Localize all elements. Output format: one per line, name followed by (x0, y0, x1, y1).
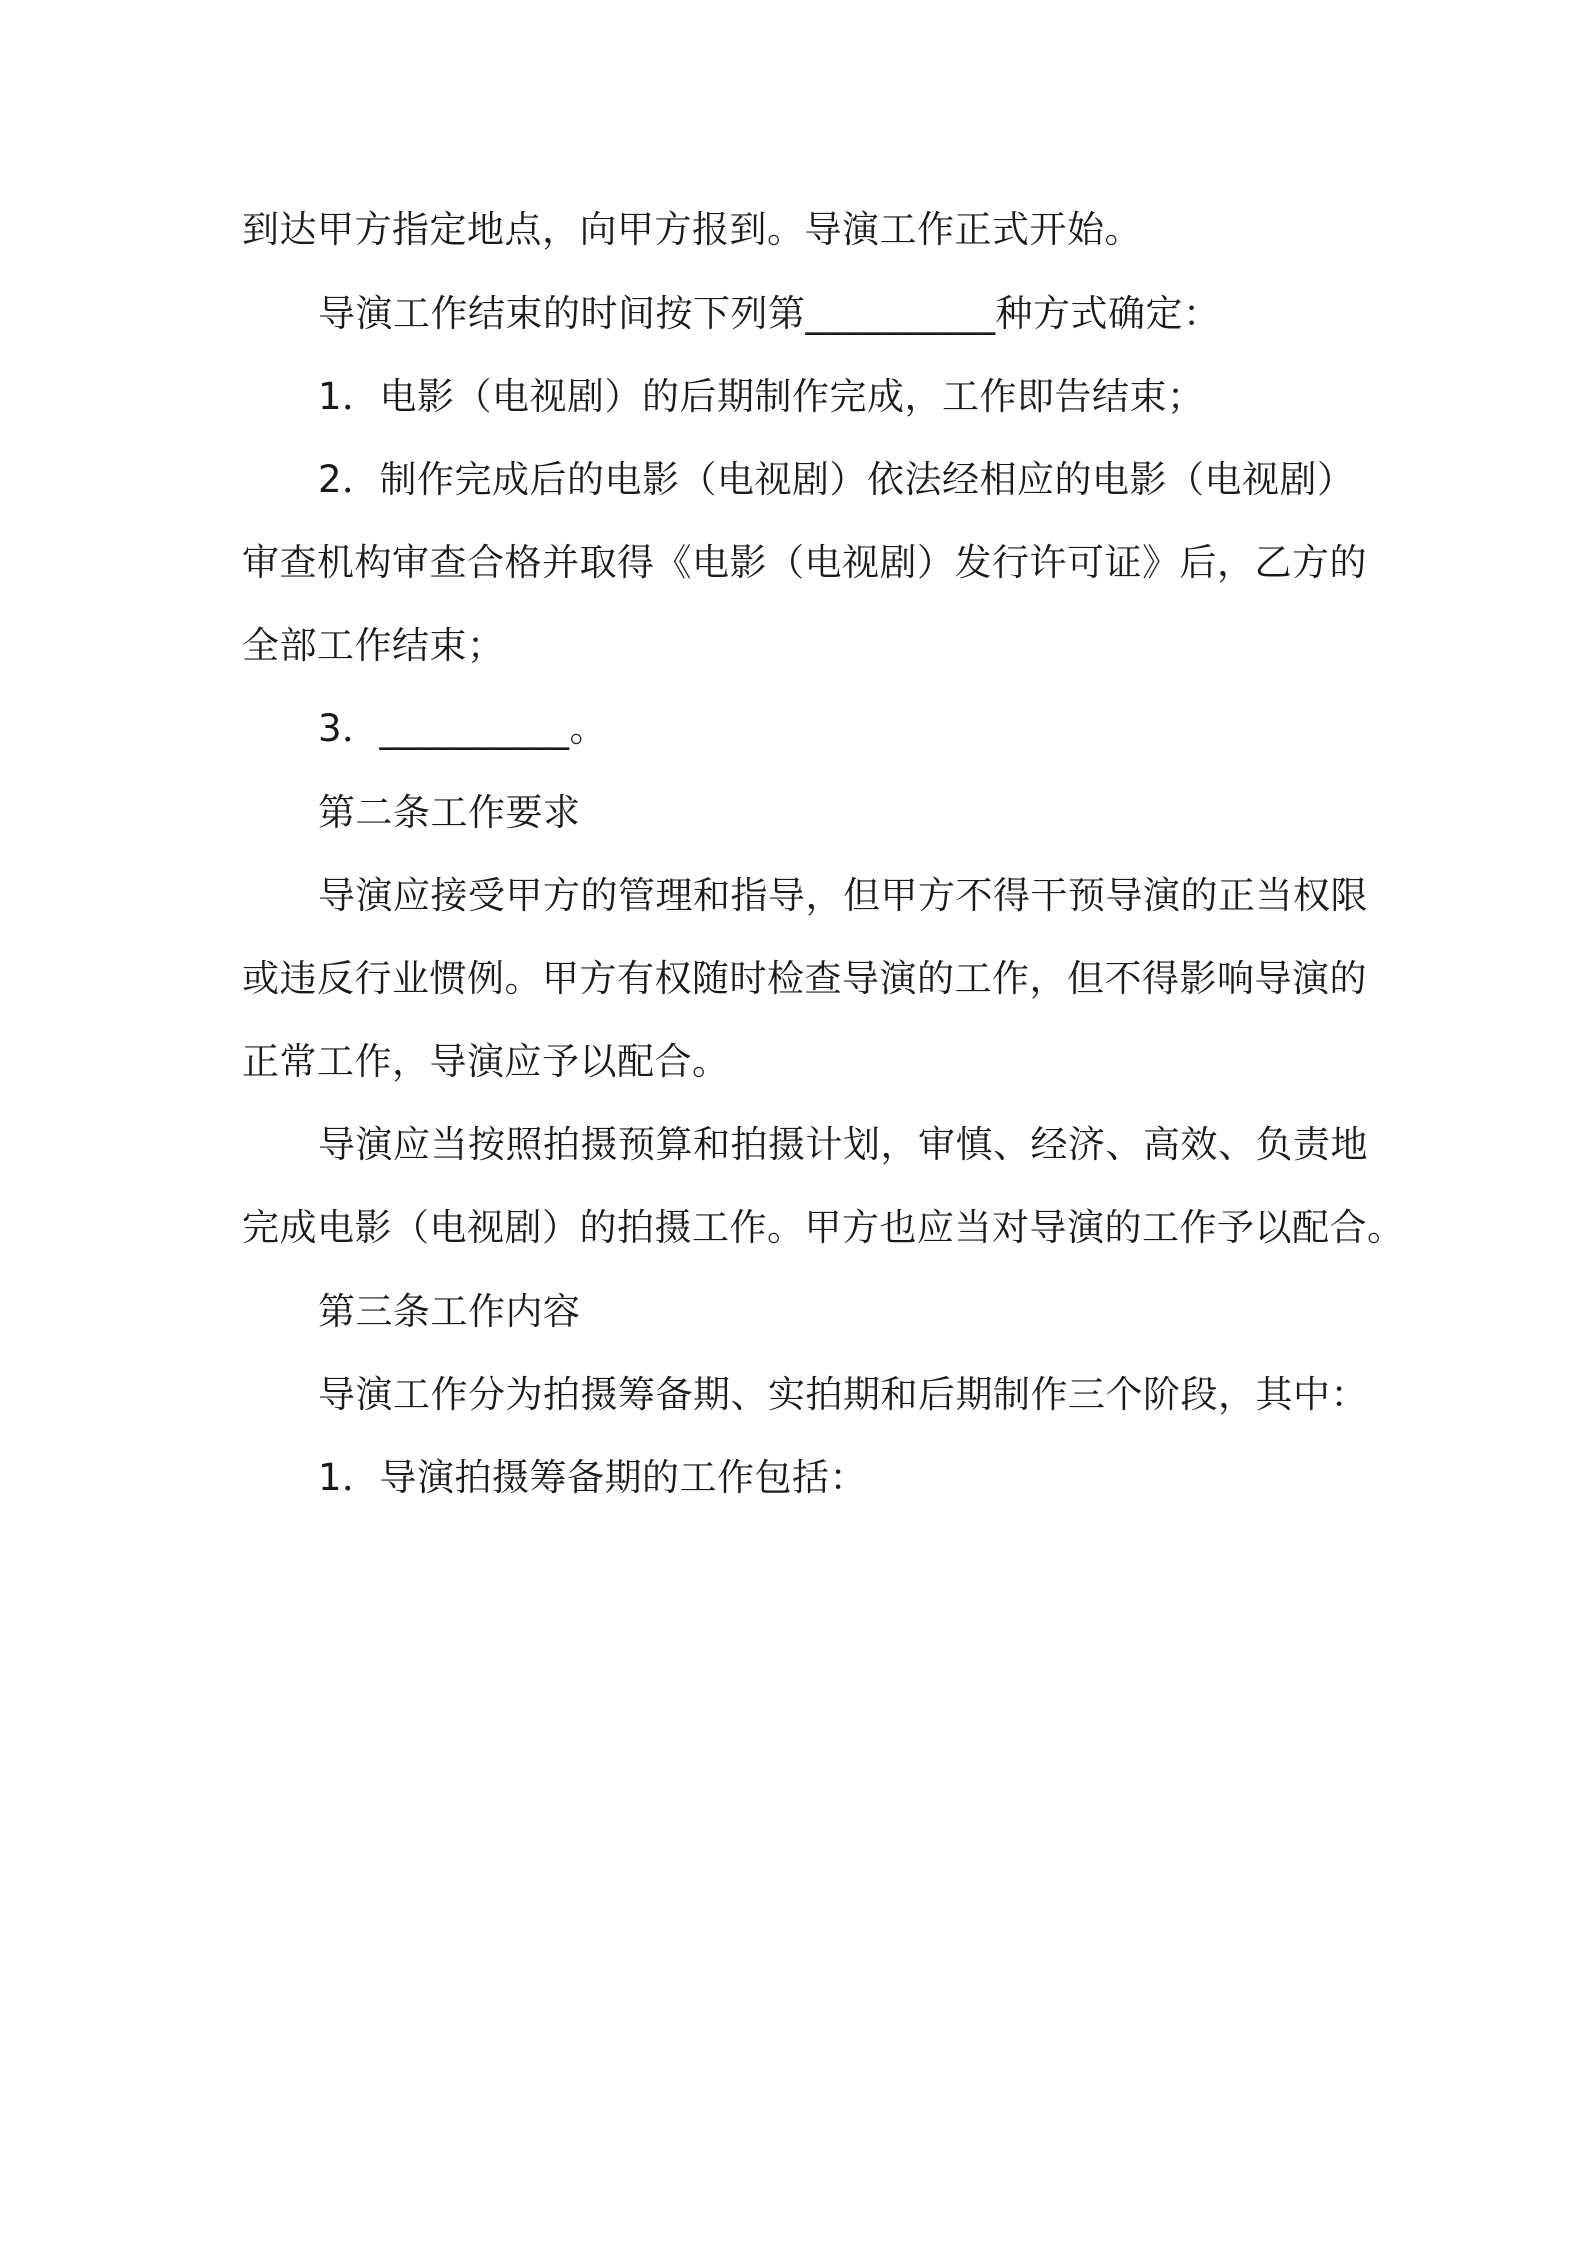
list-item-1: 1．导演拍摄筹备期的工作包括： (318, 1456, 868, 1499)
paragraph-line: 导演应接受甲方的管理和指导，但甲方不得干预导演的正当权限 (318, 874, 1368, 917)
list-item-2: 2．制作完成后的电影（电视剧）依法经相应的电影（电视剧） (318, 458, 1355, 501)
paragraph-line: 导演工作结束的时间按下列第__________种方式确定： (318, 292, 1221, 335)
paragraph-line: 导演应当按照拍摄预算和拍摄计划，审慎、经济、高效、负责地 (318, 1123, 1368, 1166)
section-heading-2: 第二条工作要求 (318, 791, 581, 834)
paragraph-line: 审查机构审查合格并取得《电影（电视剧）发行许可证》后，乙方的 (242, 541, 1367, 584)
section-heading-3: 第三条工作内容 (318, 1290, 581, 1333)
list-item-1: 1．电影（电视剧）的后期制作完成，工作即告结束； (318, 375, 1205, 418)
paragraph-line: 或违反行业惯例。甲方有权随时检查导演的工作，但不得影响导演的 (242, 957, 1367, 1000)
paragraph-line: 完成电影（电视剧）的拍摄工作。甲方也应当对导演的工作予以配合。 (242, 1206, 1405, 1249)
paragraph-line: 正常工作，导演应予以配合。 (242, 1040, 730, 1083)
paragraph-line: 导演工作分为拍摄筹备期、实拍期和后期制作三个阶段，其中： (318, 1373, 1368, 1416)
paragraph-line: 全部工作结束； (242, 624, 505, 667)
list-item-3: 3．__________。 (318, 707, 608, 750)
paragraph-line: 到达甲方指定地点，向甲方报到。导演工作正式开始。 (242, 208, 1142, 251)
